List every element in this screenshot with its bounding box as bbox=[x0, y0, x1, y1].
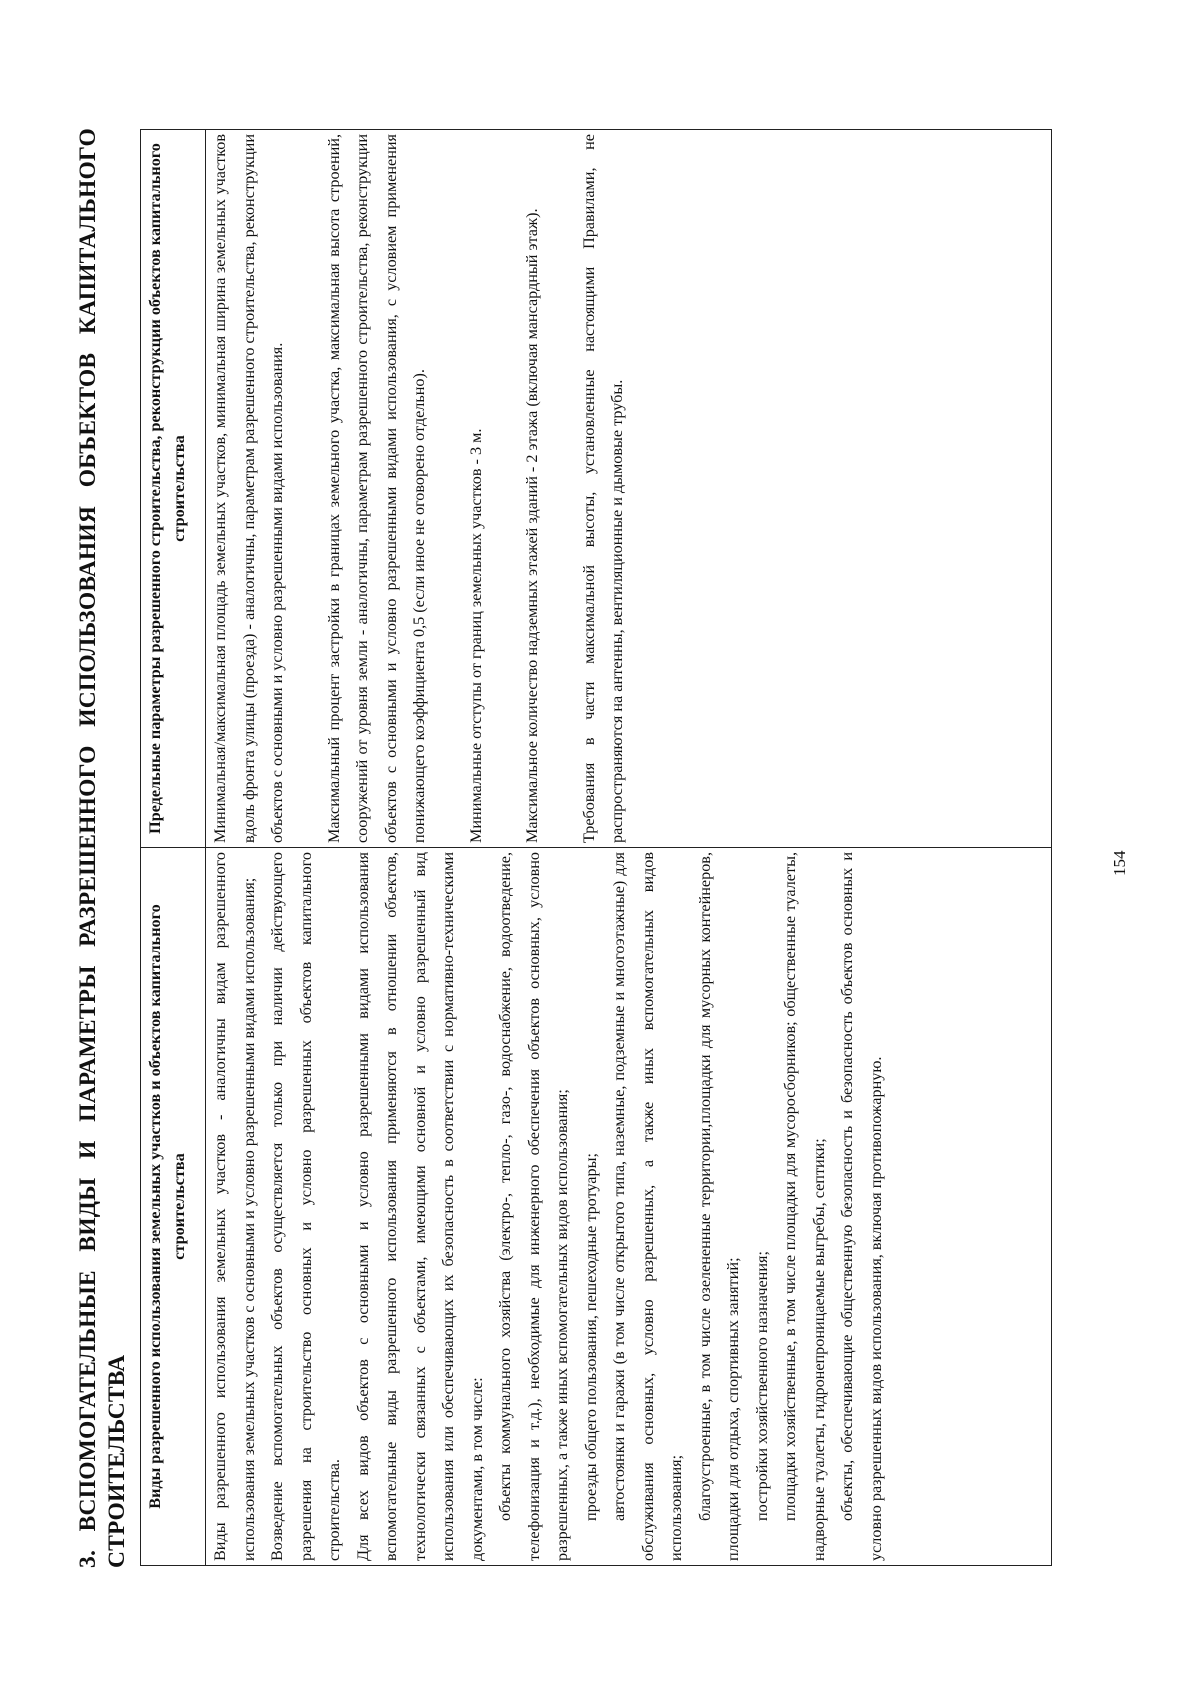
right-para-2: Максимальный процент застройки в границах земельного участка, максимальная высота строений, сооружений от уровня земли - аналогичны, параметрам разрешенного строительства, реконструкции объектов с основными и условно разрешенными видами использования, с условием применения понижающего коэффициента 0,5 (если иное не оговорено отдельно). bbox=[324, 134, 429, 843]
left-para-2: Возведение вспомогательных объектов осуществляется только при наличии действующего разрешения на строительство основных и условно разрешенных объектов капитального строительства. bbox=[268, 852, 344, 1561]
left-para-1: Виды разрешенного использования земельных участков - аналогичны видам разрешенного использования земельных участков с основными и условно разрешенными видами использования; bbox=[211, 852, 258, 1561]
right-para-5: Требования в части максимальной высоты, установленные настоящими Правилами, не распространяются на антенны, вентиляционные и дымовые трубы. bbox=[579, 134, 627, 843]
list-item: объекты, обеспечивающие общественную безопасность и безопасность объектов основных и условно разрешенных видов использования, включая противопожарную. bbox=[838, 852, 885, 1561]
list-item: площадки хозяйственные, в том числе площадки для мусоросборников; общественные туалеты, надворные туалеты, гидронепроницаемые выгребы, септики; bbox=[781, 852, 828, 1561]
header-permitted-uses: Виды разрешенного использования земельных участков и объектов капитального строительства bbox=[141, 848, 206, 1566]
list-item: проезды общего пользования, пешеходные тротуары; bbox=[581, 1153, 600, 1521]
list-item: благоустроенные, в том числе озелененные территории,площадки для мусорных контейнеров, площадки для отдыха, спортивных занятий; bbox=[695, 852, 743, 1561]
right-para-4: Максимальное количество надземных этажей зданий - 2 этажа (включая мансардный этаж). bbox=[523, 208, 542, 843]
table-row bbox=[206, 130, 1052, 1566]
header-limit-parameters: Предельные параметры разрешенного строительства, реконструкции объектов капитального строительства bbox=[141, 130, 206, 848]
parameters-table bbox=[140, 129, 1052, 1566]
section-title: 3. ВСПОМОГАТЕЛЬНЫЕ ВИДЫ И ПАРАМЕТРЫ РАЗРЕШЕННОГО ИСПОЛЬЗОВАНИЯ ОБЪЕКТОВ КАПИТАЛЬНОГО СТРОИТЕЛЬСТВА bbox=[75, 128, 130, 1568]
left-para-3: Для всех видов объектов с основными и условно разрешенными видами использования вспомогательные виды разрешенного использования применяются в отношении объектов, технологически связанных с объектами, имеющими основной и условно разрешенный вид использования или обеспечивающих их безопасность в соответствии с нормативно-техническими документами, в том числе: bbox=[353, 852, 486, 1561]
page-number: 154 bbox=[1110, 850, 1129, 876]
list-item: постройки хозяйственного назначения; bbox=[752, 1251, 771, 1521]
list-item: автостоянки и гаражи (в том числе открытого типа, наземные, подземные и многоэтажные) для обслуживания основных, условно разрешенных, а также иных вспомогательных видов использования; bbox=[610, 852, 686, 1561]
limit-parameters-cell bbox=[206, 130, 1052, 848]
right-para-3: Минимальные отступы от границ земельных участков - 3 м. bbox=[466, 428, 485, 843]
right-para-1: Минимальная/максимальная площадь земельных участков, минимальная ширина земельных участков вдоль фронта улицы (проезда) - аналогичны, параметрам разрешенного строительства, реконструкции объектов с основными и условно разрешенными видами использования. bbox=[211, 134, 287, 843]
permitted-uses-cell bbox=[206, 848, 1052, 1566]
list-item: объекты коммунального хозяйства (электро-, тепло-, газо-, водоснабжение, водоотведение, телефонизация и т.д.), необходимые для инженерного обеспечения объектов основных, условно разрешенных, а также иных вспомогательных видов использования; bbox=[496, 852, 572, 1561]
table-header-row bbox=[141, 130, 206, 1566]
